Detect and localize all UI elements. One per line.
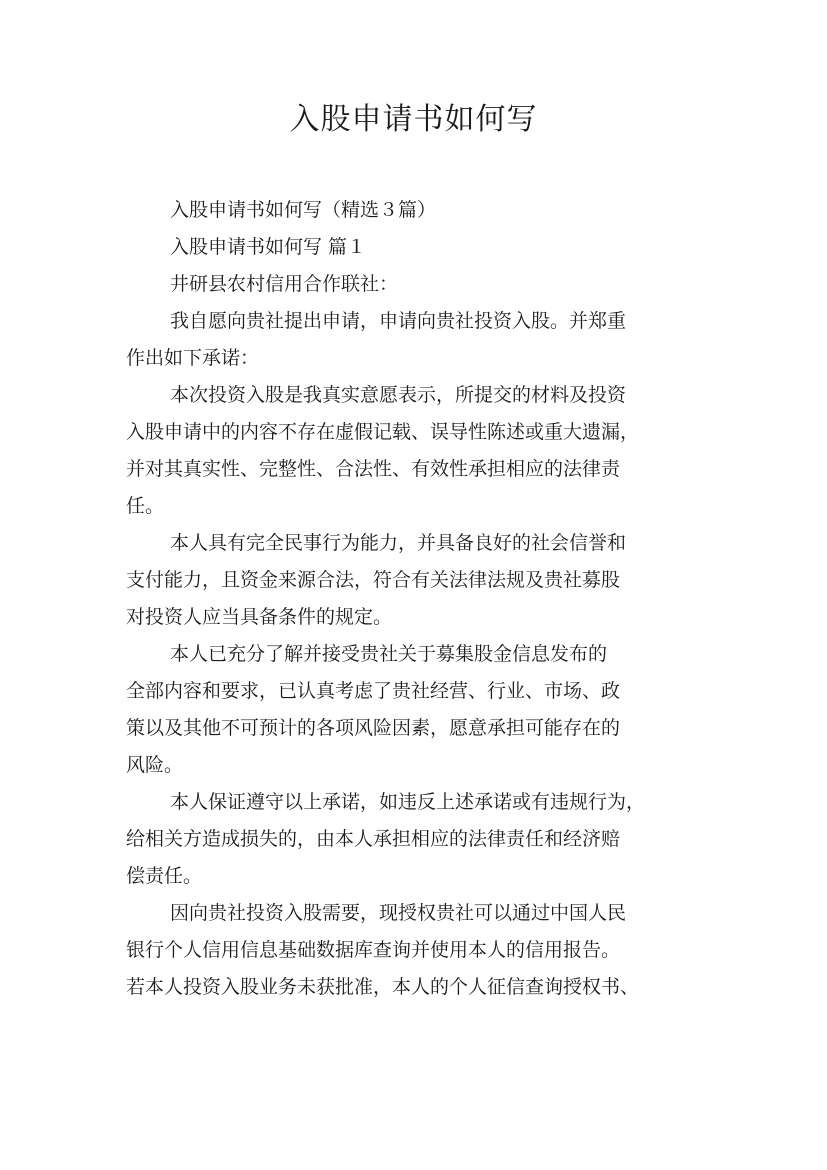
paragraph-line: 对投资人应当具备条件的规定。	[126, 606, 393, 628]
paragraph-line: 本次投资入股是我真实意愿表示，所提交的材料及投资	[170, 384, 627, 406]
paragraph-line: 偿责任。	[126, 865, 203, 887]
paragraph-line: 本人保证遵守以上承诺，如违反上述承诺或有违规行为，	[170, 791, 646, 813]
paragraph-line: 我自愿向贵社提出申请，申请向贵社投资入股。并郑重	[170, 310, 627, 332]
paragraph-line: 并对其真实性、完整性、合法性、有效性承担相应的法律责	[126, 458, 621, 480]
subtitle-line: 入股申请书如何写（精选３篇）	[170, 199, 437, 221]
paragraph-line: 若本人投资入股业务未获批准，本人的个人征信查询授权书、	[126, 976, 640, 998]
paragraph-line: 支付能力，且资金来源合法，符合有关法律法规及贵社募股	[126, 569, 621, 591]
paragraph-line: 因向贵社投资入股需要，现授权贵社可以通过中国人民	[170, 902, 627, 924]
section-heading: 入股申请书如何写 篇１	[170, 236, 367, 258]
document-title: 入股申请书如何写	[289, 102, 538, 137]
document-body	[126, 192, 716, 1006]
paragraph-line: 全部内容和要求，已认真考虑了贵社经营、行业、市场、政	[126, 680, 621, 702]
paragraph-line: 银行个人信用信息基础数据库查询并使用本人的信用报告。	[126, 939, 621, 961]
paragraph-line: 风险。	[126, 754, 184, 776]
paragraph-line: 策以及其他不可预计的各项风险因素，愿意承担可能存在的	[126, 717, 621, 739]
paragraph-line: 入股申请中的内容不存在虚假记载、误导性陈述或重大遗漏，	[126, 421, 640, 443]
salutation-line: 井研县农村信用合作联社：	[170, 273, 399, 295]
paragraph-line: 任。	[126, 495, 165, 517]
paragraph-line: 给相关方造成损失的，由本人承担相应的法律责任和经济赔	[126, 828, 621, 850]
paragraph-line: 本人已充分了解并接受贵社关于募集股金信息发布的	[170, 643, 608, 665]
paragraph-line: 作出如下承诺：	[126, 347, 260, 369]
paragraph-line: 本人具有完全民事行为能力，并具备良好的社会信誉和	[170, 532, 627, 554]
